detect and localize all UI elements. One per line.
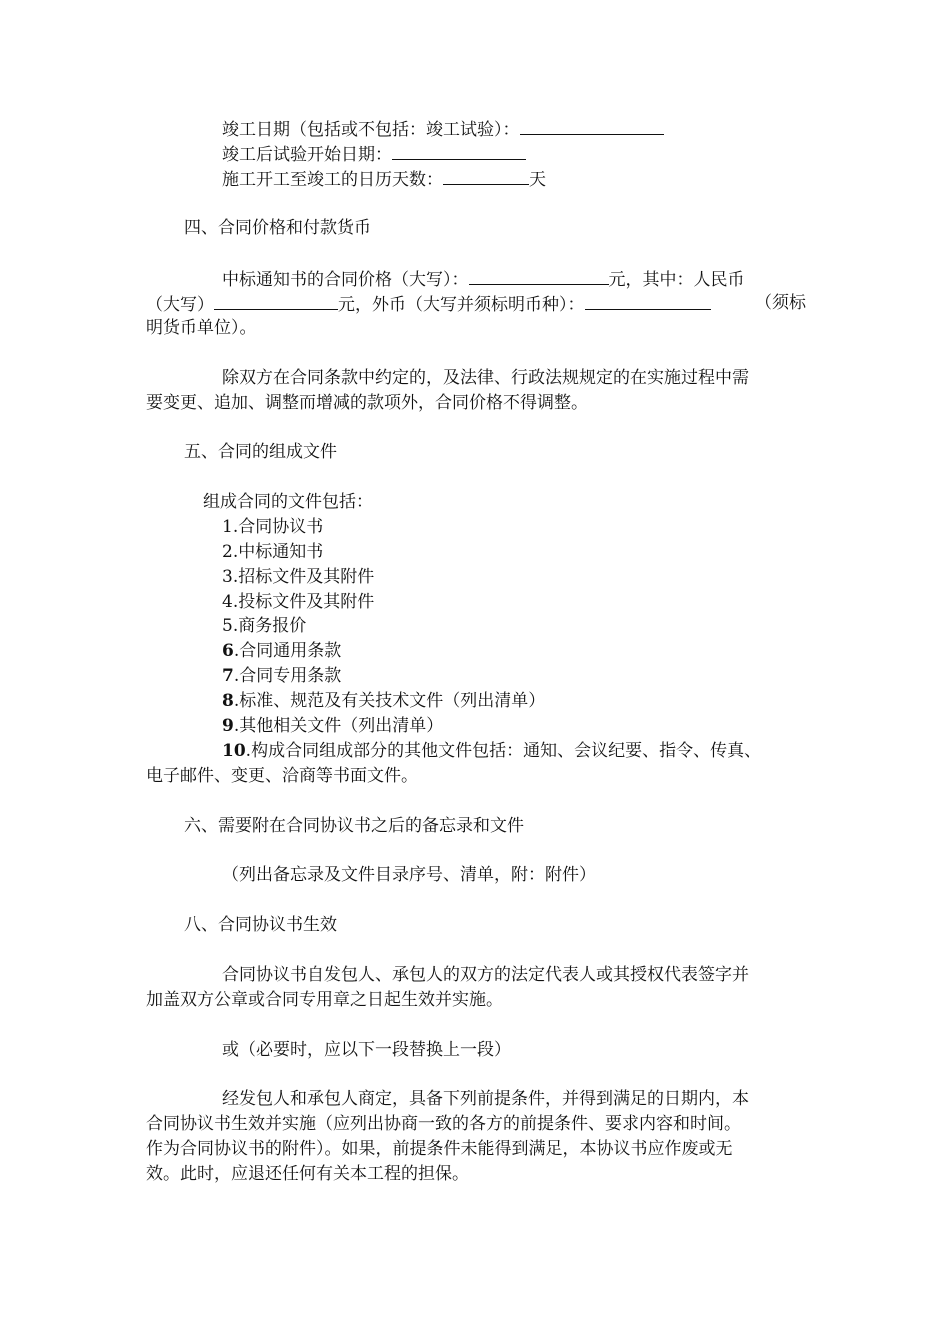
calendar-days-line [222, 166, 546, 193]
section8-heading: 八、合同协议书生效 [184, 915, 337, 935]
price-adjust-line1: 除双方在合同条款中约定的，及法律、行政法规规定的在实施过程中需 [222, 368, 749, 388]
rmb-capital-label: （大写） [146, 295, 214, 315]
preconditions-line1: 经发包人和承包人商定，具备下列前提条件，并得到满足的日期内，本 [222, 1089, 749, 1109]
foreign-currency-blank[interactable] [585, 291, 711, 310]
days-unit: 天 [529, 170, 546, 190]
alternative-note: 或（必要时，应以下一段替换上一段） [222, 1040, 511, 1060]
list-item: 9.其他相关文件（列出清单） [222, 716, 444, 736]
completion-date-label: 竣工日期（包括或不包括：竣工试验）： [222, 120, 520, 140]
section4-heading: 四、合同价格和付款货币 [184, 218, 371, 238]
rmb-blank[interactable] [214, 291, 338, 310]
list-item: 5.商务报价 [222, 616, 307, 636]
preconditions-line2: 合同协议书生效并实施（应列出协商一致的各方的前提条件、要求内容和时间。 [146, 1114, 741, 1134]
post-test-date-line [222, 141, 526, 168]
section5-heading: 五、合同的组成文件 [184, 442, 337, 462]
contract-price-line1 [222, 266, 745, 293]
completion-date-line [222, 116, 664, 143]
contract-price-blank[interactable] [469, 266, 609, 285]
preconditions-line3: 作为合同协议书的附件）。如果，前提条件未能得到满足，本协议书应作废或无 [146, 1139, 733, 1159]
calendar-days-label: 施工开工至竣工的日历天数： [222, 170, 443, 190]
contract-price-line2 [146, 291, 806, 318]
list-item-continuation: 电子邮件、变更、洽商等书面文件。 [146, 766, 418, 786]
list-item: 2.中标通知书 [222, 542, 324, 562]
foreign-currency-label: 元，外币（大写并须标明币种）： [338, 295, 585, 315]
completion-date-blank[interactable] [520, 116, 664, 135]
contract-price-label: 中标通知书的合同价格（大写）： [222, 270, 469, 290]
list-item: 8.标准、规范及有关技术文件（列出清单） [222, 691, 546, 711]
list-item: 3.招标文件及其附件 [222, 567, 375, 587]
post-test-date-blank[interactable] [392, 141, 526, 160]
preconditions-line4: 效。此时，应退还任何有关本工程的担保。 [146, 1164, 469, 1184]
list-item: 10.构成合同组成部分的其他文件包括：通知、会议纪要、指令、传真、 [222, 741, 762, 761]
effective-para-line1: 合同协议书自发包人、承包人的双方的法定代表人或其授权代表签字并 [222, 965, 749, 985]
post-test-date-label: 竣工后试验开始日期： [222, 145, 392, 165]
contract-docs-intro: 组成合同的文件包括： [203, 492, 373, 512]
rmb-label: 元，其中：人民币 [608, 270, 745, 290]
list-item: 4.投标文件及其附件 [222, 592, 375, 612]
section6-heading: 六、需要附在合同协议书之后的备忘录和文件 [184, 816, 524, 836]
memo-list-note: （列出备忘录及文件目录序号、清单，附：附件） [222, 865, 596, 885]
calendar-days-blank[interactable] [443, 166, 529, 185]
price-adjust-line2: 要变更、追加、调整而增减的款项外，合同价格不得调整。 [146, 393, 588, 413]
effective-para-line2: 加盖双方公章或合同专用章之日起生效并实施。 [146, 990, 503, 1010]
currency-unit-note: （须标 [755, 293, 806, 313]
contract-price-line3: 明货币单位）。 [146, 318, 257, 338]
list-item: 7.合同专用条款 [222, 666, 342, 686]
list-item: 6.合同通用条款 [222, 641, 342, 661]
list-item: 1.合同协议书 [222, 517, 324, 537]
